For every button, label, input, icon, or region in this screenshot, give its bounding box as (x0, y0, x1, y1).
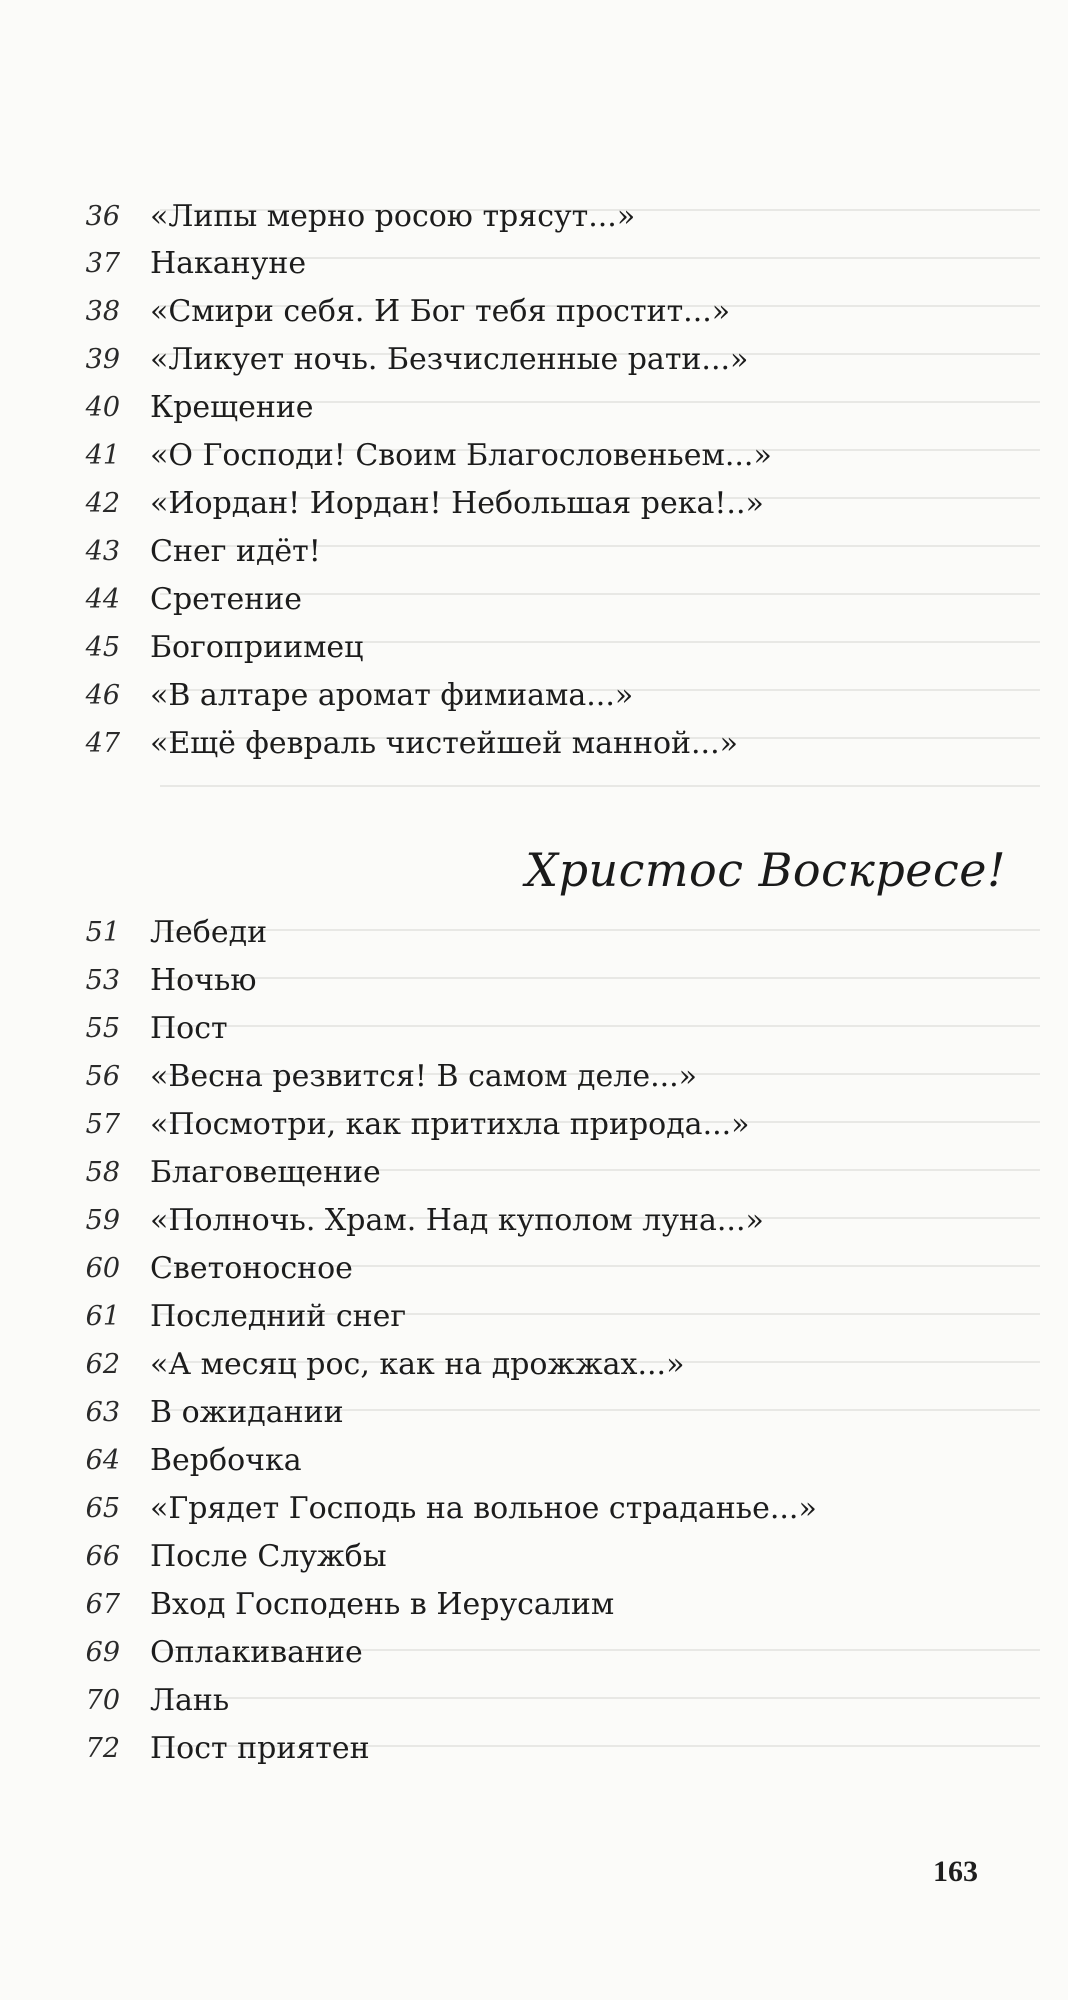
toc-page-number: 40 (85, 391, 120, 423)
toc-page-number: 47 (85, 727, 120, 759)
toc-page-number: 62 (85, 1348, 120, 1380)
toc-entry-title: Вербочка (150, 1442, 302, 1478)
toc-entry-title: «Иордан! Иордан! Небольшая река!..» (150, 485, 764, 521)
toc-entry (60, 528, 321, 574)
toc-entry-title: Оплакивание (150, 1634, 363, 1670)
toc-entry (60, 1245, 353, 1291)
toc-page-number: 66 (85, 1540, 120, 1572)
toc-entry-title: Сретение (150, 581, 303, 617)
toc-page-number: 56 (85, 1060, 120, 1092)
toc-entry (60, 576, 302, 622)
toc-entry-title: Светоносное (150, 1250, 353, 1286)
toc-entry-title: Лебеди (150, 914, 268, 950)
toc-entry-title: «Смири себя. И Бог тебя простит...» (150, 293, 731, 329)
toc-page-number: 59 (85, 1204, 120, 1236)
toc-entry (60, 1197, 764, 1243)
toc-entry-title: «Липы мерно росою трясут...» (150, 198, 636, 234)
toc-page-number: 53 (85, 964, 120, 996)
toc-page-number: 64 (85, 1444, 120, 1476)
toc-entry (60, 1485, 817, 1531)
toc-entry (60, 432, 772, 478)
toc-entry (60, 1533, 387, 1579)
page-number: 163 (933, 1855, 978, 1888)
toc-entry (60, 957, 257, 1003)
toc-entry (60, 1293, 406, 1339)
toc-page-number: 61 (85, 1300, 120, 1332)
toc-entry-title: «А месяц рос, как на дрожжах...» (150, 1346, 685, 1382)
toc-page-number: 57 (85, 1108, 120, 1140)
toc-page-number: 46 (85, 679, 120, 711)
toc-entry (60, 288, 730, 334)
toc-entry-title: Пост (150, 1010, 228, 1046)
section-heading: Христос Воскресе! (525, 843, 1006, 897)
toc-entry-title: В ожидании (150, 1394, 344, 1430)
toc-page-number: 51 (85, 916, 120, 948)
toc-entry (60, 193, 635, 239)
toc-entry (60, 1101, 750, 1147)
toc-page-number: 41 (85, 439, 120, 471)
toc-entry-title: Вход Господень в Иерусалим (150, 1586, 615, 1622)
toc-page-number: 60 (85, 1252, 120, 1284)
toc-page-number: 63 (85, 1396, 120, 1428)
toc-entry-title: «Весна резвится! В самом деле...» (150, 1058, 698, 1094)
toc-entry-title: Крещение (150, 389, 314, 425)
toc-entry-title: Ночью (150, 962, 257, 998)
toc-page-number: 39 (85, 343, 120, 375)
toc-entry (60, 1149, 381, 1195)
toc-page-number: 55 (85, 1012, 120, 1044)
toc-entry-title: Благовещение (150, 1154, 381, 1190)
toc-page-number: 38 (85, 295, 120, 327)
toc-entry-title: «Грядет Господь на вольное страданье...» (150, 1490, 817, 1526)
toc-entry-title: «О Господи! Своим Благословеньем...» (150, 437, 772, 473)
toc-entry (60, 624, 363, 670)
toc-entry (60, 720, 738, 766)
toc-entry-title: «В алтаре аромат фимиама...» (150, 677, 634, 713)
toc-entry (60, 1581, 614, 1627)
toc-page-number: 37 (85, 247, 120, 279)
toc-entry (60, 1005, 228, 1051)
toc-page-number: 67 (85, 1588, 120, 1620)
toc-page-number: 43 (85, 535, 120, 567)
toc-entry (60, 1677, 229, 1723)
toc-entry-title: «Полночь. Храм. Над куполом луна...» (150, 1202, 764, 1238)
toc-entry-title: Пост приятен (150, 1730, 370, 1766)
toc-entry (60, 1437, 302, 1483)
toc-entry (60, 1341, 684, 1387)
toc-page-number: 65 (85, 1492, 120, 1524)
toc-page-number: 58 (85, 1156, 120, 1188)
toc-page-number: 72 (85, 1732, 120, 1764)
toc-page-number: 70 (85, 1684, 120, 1716)
toc-entry-title: Снег идёт! (150, 533, 321, 569)
toc-page-number: 45 (85, 631, 120, 663)
toc-entry-title: «Посмотри, как притихла природа...» (150, 1106, 750, 1142)
toc-entry-title: Лань (150, 1682, 230, 1718)
toc-entry-title: «Ещё февраль чистейшей манной...» (150, 725, 738, 761)
toc-entry (60, 1053, 697, 1099)
toc-page-number: 42 (85, 487, 120, 519)
toc-entry (60, 672, 633, 718)
toc-page-number: 44 (85, 583, 120, 615)
toc-entry (60, 336, 748, 382)
toc-entry (60, 909, 267, 955)
toc-entry (60, 1629, 363, 1675)
toc-entry (60, 1389, 344, 1435)
toc-entry-title: Богоприимец (150, 629, 364, 665)
toc-entry-title: «Ликует ночь. Безчисленные рати...» (150, 341, 749, 377)
toc-page-number: 36 (85, 200, 120, 232)
toc-entry (60, 1725, 370, 1771)
toc-entry-title: После Службы (150, 1538, 387, 1574)
toc-entry (60, 480, 764, 526)
toc-page-number: 69 (85, 1636, 120, 1668)
toc-entry (60, 240, 306, 286)
toc-entry-title: Накануне (150, 245, 307, 281)
toc-entry (60, 384, 314, 430)
toc-entry-title: Последний снег (150, 1298, 407, 1334)
